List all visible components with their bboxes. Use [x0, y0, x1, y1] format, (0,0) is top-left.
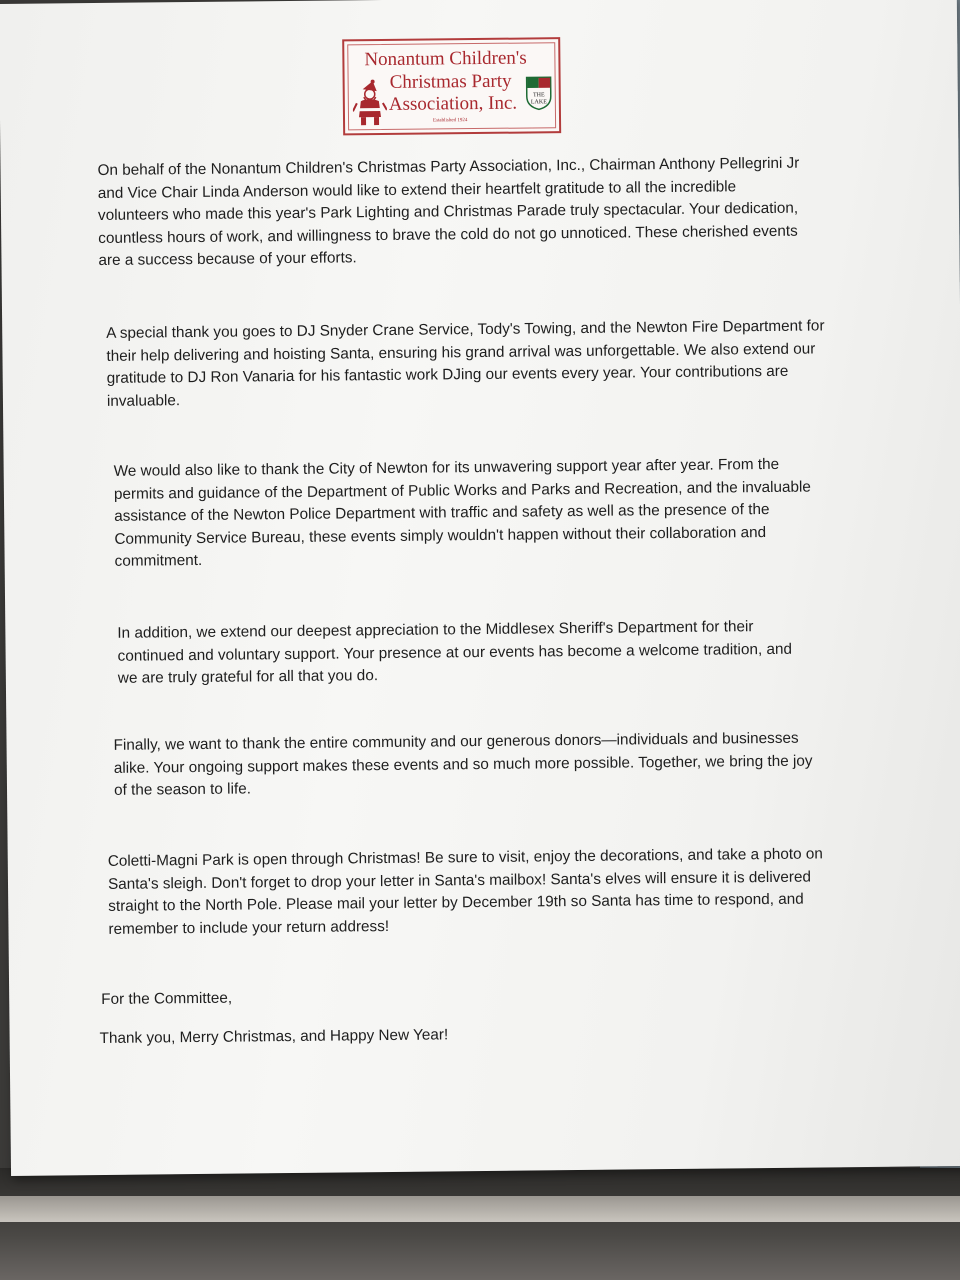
- desk-strip: [0, 1196, 960, 1222]
- logo-line-2: Christmas Party: [389, 70, 512, 93]
- paragraph-sheriff: In addition, we extend our deepest appreciation to the Middlesex Sheriff's Department for their continued and voluntary support. Your presence at our events has become a welcome tradition, and we are truly grateful for all that you do.: [117, 618, 793, 687]
- logo-line-1: Nonantum Children's: [364, 47, 527, 71]
- paragraph-community: Finally, we want to thank the entire community and our generous donors—individuals and businesses alike. Your ongoing support makes these events and so much more possible. Together, we bring the joy of the season to life.: [113, 729, 813, 799]
- desk-edge: [0, 1168, 960, 1280]
- paragraph-volunteers: On behalf of the Nonantum Children's Christmas Party Association, Inc., Chairman Anthony Pellegrini Jr and Vice Chair Linda Anderson would like to extend their heartfelt gratitude to all the incredible volunteers who made this year's Park Lighting and Christmas Parade truly spectacular. Your dedication, countless hours of work, and willingness to brave the cold do not go unnoticed. These cherished events are a success because of your efforts.: [97, 154, 800, 269]
- logo-line-3: Association, Inc.: [388, 92, 518, 115]
- logo-established: Established 1924: [433, 118, 468, 124]
- santa-icon: [353, 79, 388, 127]
- shield-icon: [526, 76, 552, 110]
- paragraph-special-thanks: A special thank you goes to DJ Snyder Crane Service, Tody's Towing, and the Newton Fire Department for their help delivering and hoisting Santa, ensuring his grand arrival was unforgettable. We also extend our gratitude to DJ Ron Vanaria for his fantastic work DJing our events every year. Your contributions are invaluable.: [106, 317, 825, 410]
- paragraph-park-info: Coletti-Magni Park is open through Christmas! Be sure to visit, enjoy the decorations, and take a photo on Santa's sleigh. Don't forget to drop your letter in Santa's mailbox! Santa's elves will ensure it is delivered straight to the North Pole. Please mail your letter by December 19th so Santa has time to respond, and remember to include your return address!: [107, 845, 823, 938]
- paragraph-city-of-newton: We would also like to thank the City of Newton for its unwavering support year after year. From the permits and guidance of the Department of Public Works and Parks and Recreation, and the invaluable assistance of the Newton Police Department with traffic and safety as well as the presence of the Community Service Bureau, these events simply wouldn't happen without their collaboration and commitment.: [113, 455, 811, 570]
- svg-text:LAKE: LAKE: [530, 99, 547, 106]
- closing-signoff: For the Committee,: [101, 989, 233, 1009]
- closing-greeting: Thank you, Merry Christmas, and Happy New Year!: [99, 1026, 449, 1048]
- association-logo: [342, 37, 561, 135]
- svg-text:THE: THE: [532, 92, 545, 99]
